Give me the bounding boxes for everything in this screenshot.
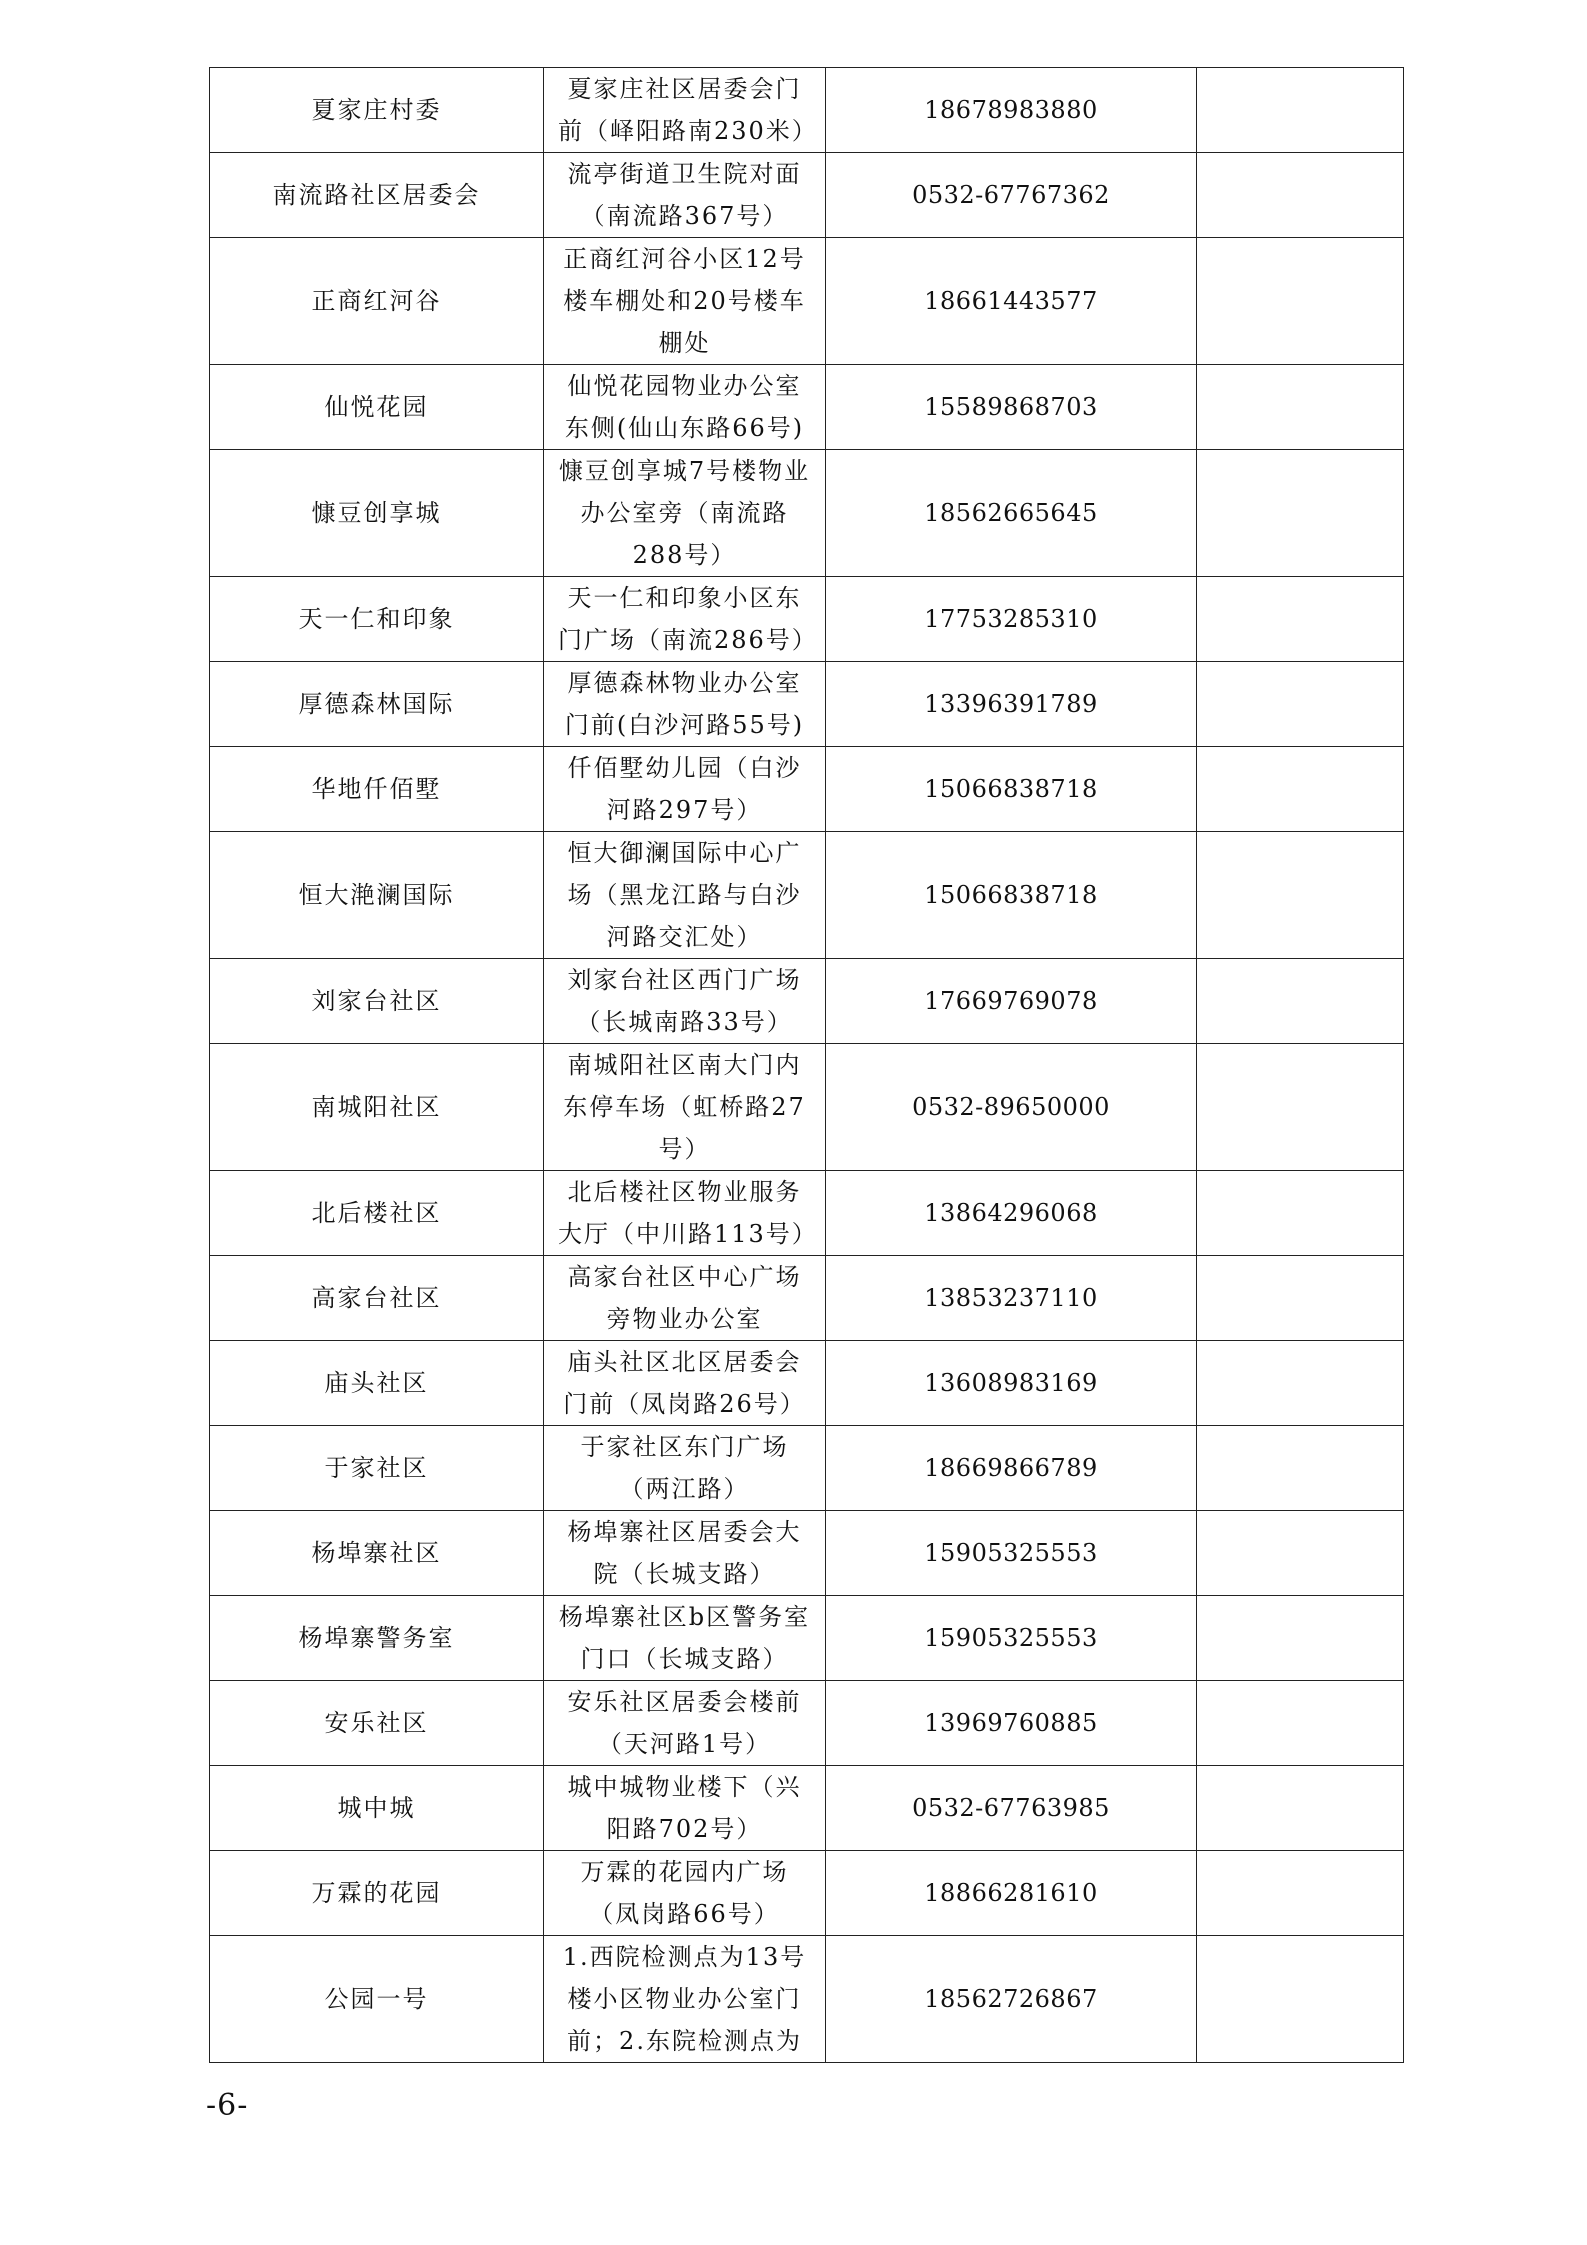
cell-phone: 15066838718 <box>826 747 1197 832</box>
cell-address: 安乐社区居委会楼前（天河路1号） <box>544 1681 826 1766</box>
testing-sites-table <box>209 67 1404 2063</box>
cell-phone: 18562726867 <box>826 1936 1197 2063</box>
cell-note <box>1197 68 1404 153</box>
cell-note <box>1197 1044 1404 1171</box>
cell-name: 天一仁和印象 <box>210 577 544 662</box>
page-number: -6- <box>206 2088 249 2123</box>
cell-address: 厚德森林物业办公室门前(白沙河路55号) <box>544 662 826 747</box>
cell-phone: 18678983880 <box>826 68 1197 153</box>
cell-address: 仙悦花园物业办公室东侧(仙山东路66号) <box>544 365 826 450</box>
cell-phone: 0532-67763985 <box>826 1766 1197 1851</box>
cell-name: 公园一号 <box>210 1936 544 2063</box>
cell-note <box>1197 1171 1404 1256</box>
cell-address: 万霖的花园内广场（凤岗路66号） <box>544 1851 826 1936</box>
cell-note <box>1197 577 1404 662</box>
cell-address: 1.西院检测点为13号楼小区物业办公室门前；2.东院检测点为 <box>544 1936 826 2063</box>
table-row <box>210 959 1404 1044</box>
cell-name: 慷豆创享城 <box>210 450 544 577</box>
cell-name: 南城阳社区 <box>210 1044 544 1171</box>
cell-phone: 18562665645 <box>826 450 1197 577</box>
cell-note <box>1197 662 1404 747</box>
cell-phone: 13864296068 <box>826 1171 1197 1256</box>
cell-address: 杨埠寨社区b区警务室门口（长城支路） <box>544 1596 826 1681</box>
cell-phone: 0532-67767362 <box>826 153 1197 238</box>
table-row <box>210 1596 1404 1681</box>
table-row <box>210 1171 1404 1256</box>
table-row <box>210 1044 1404 1171</box>
cell-phone: 15589868703 <box>826 365 1197 450</box>
cell-phone: 13969760885 <box>826 1681 1197 1766</box>
cell-name: 仙悦花园 <box>210 365 544 450</box>
cell-phone: 17753285310 <box>826 577 1197 662</box>
cell-phone: 15905325553 <box>826 1511 1197 1596</box>
cell-name: 夏家庄村委 <box>210 68 544 153</box>
cell-note <box>1197 1341 1404 1426</box>
cell-phone: 15066838718 <box>826 832 1197 959</box>
cell-name: 恒大滟澜国际 <box>210 832 544 959</box>
cell-name: 高家台社区 <box>210 1256 544 1341</box>
cell-address: 天一仁和印象小区东门广场（南流286号） <box>544 577 826 662</box>
cell-address: 高家台社区中心广场旁物业办公室 <box>544 1256 826 1341</box>
cell-name: 安乐社区 <box>210 1681 544 1766</box>
table-row <box>210 1511 1404 1596</box>
cell-note <box>1197 238 1404 365</box>
cell-note <box>1197 1851 1404 1936</box>
cell-phone: 13608983169 <box>826 1341 1197 1426</box>
table-row <box>210 1766 1404 1851</box>
cell-phone: 18661443577 <box>826 238 1197 365</box>
table-row <box>210 1426 1404 1511</box>
table-row <box>210 1681 1404 1766</box>
cell-address: 正商红河谷小区12号楼车棚处和20号楼车棚处 <box>544 238 826 365</box>
cell-note <box>1197 832 1404 959</box>
cell-address: 流亭街道卫生院对面（南流路367号） <box>544 153 826 238</box>
cell-address: 于家社区东门广场（两江路） <box>544 1426 826 1511</box>
cell-phone: 15905325553 <box>826 1596 1197 1681</box>
cell-address: 恒大御澜国际中心广场（黑龙江路与白沙河路交汇处） <box>544 832 826 959</box>
cell-name: 北后楼社区 <box>210 1171 544 1256</box>
cell-name: 厚德森林国际 <box>210 662 544 747</box>
table-row <box>210 1256 1404 1341</box>
cell-note <box>1197 1936 1404 2063</box>
cell-address: 庙头社区北区居委会门前（凤岗路26号） <box>544 1341 826 1426</box>
cell-address: 仟佰墅幼儿园（白沙河路297号） <box>544 747 826 832</box>
cell-note <box>1197 450 1404 577</box>
table-row <box>210 153 1404 238</box>
cell-name: 城中城 <box>210 1766 544 1851</box>
cell-note <box>1197 747 1404 832</box>
cell-address: 刘家台社区西门广场（长城南路33号） <box>544 959 826 1044</box>
cell-name: 杨埠寨警务室 <box>210 1596 544 1681</box>
cell-address: 北后楼社区物业服务大厅（中川路113号） <box>544 1171 826 1256</box>
table-row <box>210 1936 1404 2063</box>
cell-note <box>1197 153 1404 238</box>
cell-address: 南城阳社区南大门内东停车场（虹桥路27号） <box>544 1044 826 1171</box>
cell-name: 刘家台社区 <box>210 959 544 1044</box>
table-row <box>210 747 1404 832</box>
cell-note <box>1197 1681 1404 1766</box>
table-row <box>210 68 1404 153</box>
cell-name: 正商红河谷 <box>210 238 544 365</box>
cell-name: 华地仟佰墅 <box>210 747 544 832</box>
table-row <box>210 238 1404 365</box>
cell-address: 城中城物业楼下（兴阳路702号） <box>544 1766 826 1851</box>
table-row <box>210 577 1404 662</box>
cell-phone: 13396391789 <box>826 662 1197 747</box>
cell-name: 于家社区 <box>210 1426 544 1511</box>
cell-note <box>1197 1511 1404 1596</box>
cell-phone: 18866281610 <box>826 1851 1197 1936</box>
cell-address: 慷豆创享城7号楼物业办公室旁（南流路288号） <box>544 450 826 577</box>
table-row <box>210 1851 1404 1936</box>
table-row <box>210 832 1404 959</box>
cell-note <box>1197 1256 1404 1341</box>
table-row <box>210 1341 1404 1426</box>
cell-note <box>1197 1766 1404 1851</box>
cell-name: 南流路社区居委会 <box>210 153 544 238</box>
table-row <box>210 365 1404 450</box>
cell-note <box>1197 959 1404 1044</box>
table-row <box>210 662 1404 747</box>
cell-phone: 17669769078 <box>826 959 1197 1044</box>
cell-note <box>1197 1426 1404 1511</box>
table-row <box>210 450 1404 577</box>
cell-phone: 18669866789 <box>826 1426 1197 1511</box>
cell-address: 杨埠寨社区居委会大院（长城支路） <box>544 1511 826 1596</box>
cell-note <box>1197 1596 1404 1681</box>
cell-note <box>1197 365 1404 450</box>
cell-name: 万霖的花园 <box>210 1851 544 1936</box>
cell-address: 夏家庄社区居委会门前（峄阳路南230米） <box>544 68 826 153</box>
cell-name: 杨埠寨社区 <box>210 1511 544 1596</box>
cell-phone: 13853237110 <box>826 1256 1197 1341</box>
cell-phone: 0532-89650000 <box>826 1044 1197 1171</box>
cell-name: 庙头社区 <box>210 1341 544 1426</box>
table-body <box>210 68 1404 2063</box>
